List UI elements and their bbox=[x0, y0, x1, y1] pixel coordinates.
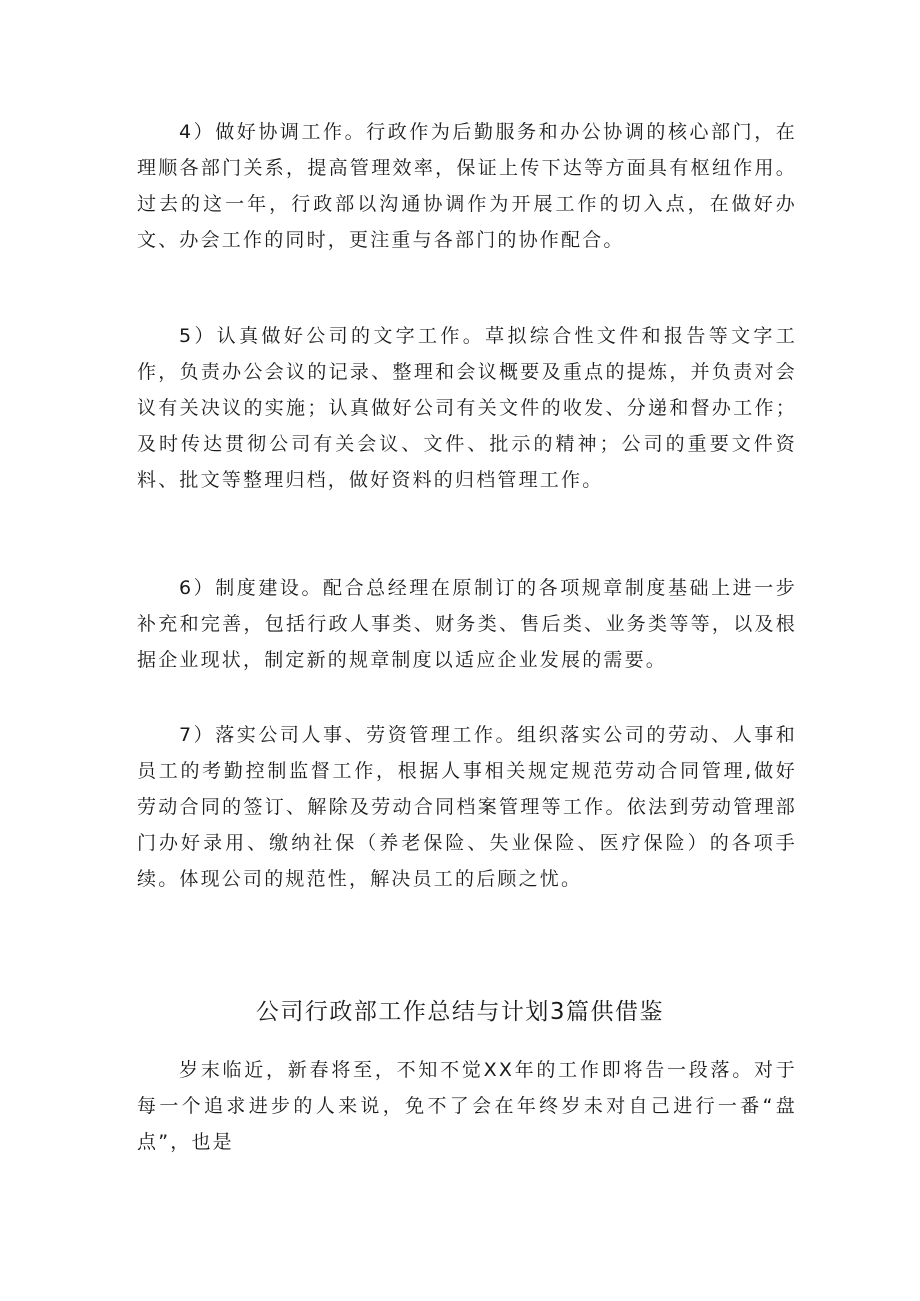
paragraph-personnel-management: 7）落实公司人事、劳资管理工作。组织落实公司的劳动、人事和员工的考勤控制监督工作，根据人事相关规定规范劳动合同管理,做好劳动合同的签订、解除及劳动合同档案管理等工作。依法到劳动管理部门办好录用、缴纳社保（养老保险、失业保险、医疗保险）的各项手续。体现公司的规范性，解决员工的后顾之忧。 bbox=[137, 724, 797, 890]
section-title: 公司行政部工作总结与计划3篇供借鉴 bbox=[255, 999, 665, 1025]
paragraph-coordination-work: 4）做好协调工作。行政作为后勤服务和办公协调的核心部门，在理顺各部门关系，提高管理效率，保证上传下达等方面具有枢纽作用。过去的这一年，行政部以沟通协调作为开展工作的切入点，在做好办文、办会工作的同时，更注重与各部门的协作配合。 bbox=[137, 121, 797, 251]
paragraph-system-building: 6）制度建设。配合总经理在原制订的各项规章制度基础上进一步补充和完善，包括行政人事类、财务类、售后类、业务类等等，以及根据企业现状，制定新的规章制度以适应企业发展的需要。 bbox=[137, 577, 797, 671]
paragraph-intro: 岁末临近，新春将至，不知不觉XX年的工作即将告一段落。对于每一个追求进步的人来说，免不了会在年终岁未对自己进行一番“盘点”，也是 bbox=[137, 1059, 797, 1153]
paragraph-writing-work: 5）认真做好公司的文字工作。草拟综合性文件和报告等文字工作，负责办公会议的记录、整理和会议概要及重点的提炼，并负责对会议有关决议的实施；认真做好公司有关文件的收发、分递和督办工作；及时传达贯彻公司有关会议、文件、批示的精神；公司的重要文件资料、批文等整理归档，做好资料的归档管理工作。 bbox=[137, 325, 797, 491]
